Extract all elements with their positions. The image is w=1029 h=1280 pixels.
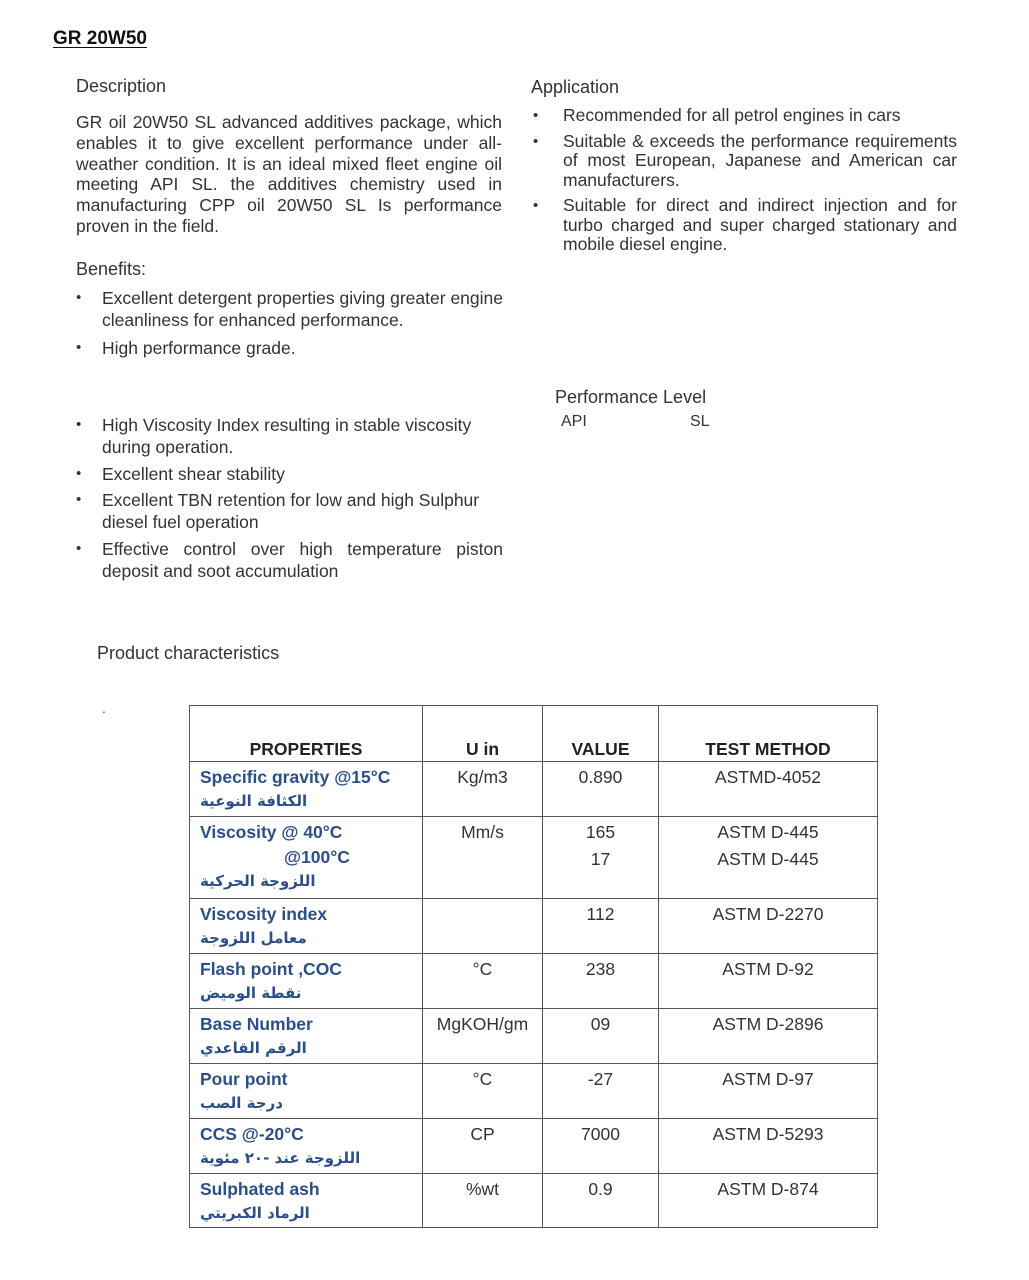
- property-unit: °C: [423, 954, 543, 1009]
- stray-marker: .: [102, 700, 106, 716]
- property-arabic: الرقم القاعدي: [200, 1039, 307, 1057]
- property-value: 165: [585, 822, 616, 842]
- table-row: [190, 762, 878, 817]
- property-method: ASTM D-2270: [659, 899, 878, 954]
- property-unit: MgKOH/gm: [423, 1009, 543, 1064]
- property-arabic: اللزوجة عند -٢٠ مئوية: [200, 1149, 361, 1167]
- property-method: ASTM D-97: [659, 1064, 878, 1119]
- property-name: Viscosity index: [200, 904, 328, 924]
- header-value: VALUE: [543, 706, 659, 762]
- property-arabic: الكثافة النوعية: [200, 792, 308, 810]
- table-row: [190, 817, 878, 899]
- table-row: [190, 1119, 878, 1174]
- benefits-heading: Benefits:: [76, 259, 147, 279]
- property-name: CCS @-20°C: [200, 1124, 304, 1144]
- property-name: Flash point ,COC: [200, 959, 342, 979]
- property-arabic: درجة الصب: [200, 1094, 283, 1112]
- performance-heading: Performance Level: [555, 387, 707, 407]
- performance-standard: API: [561, 413, 587, 430]
- description-text: GR oil 20W50 SL advanced additives package, which enables it to give excellent performance under all-weather condition. It is an ideal mixed fleet engine oil meeting API SL. the additives chemistry used in manufacturing CPP oil 20W50 SL Is performance proven in the field.: [76, 112, 502, 236]
- table-header-row: [190, 706, 878, 762]
- property-value: 238: [543, 954, 659, 1009]
- property-method: ASTM D-445: [717, 822, 819, 842]
- performance-level: SL: [690, 413, 710, 430]
- application-heading: Application: [531, 77, 620, 97]
- header-unit: U in: [423, 706, 543, 762]
- property-method: ASTM D-92: [659, 954, 878, 1009]
- property-name: Base Number: [200, 1014, 313, 1034]
- property-value: 09: [543, 1009, 659, 1064]
- property-value: 0.890: [543, 762, 659, 817]
- properties-table: [189, 705, 878, 1228]
- property-unit: °C: [423, 1064, 543, 1119]
- table-row: [190, 1064, 878, 1119]
- table-row: [190, 1174, 878, 1228]
- table-row: [190, 1009, 878, 1064]
- benefit-item: • High Viscosity Index resulting in stable viscosity during operation.: [76, 414, 503, 458]
- benefit-item: • Excellent TBN retention for low and high Sulphur diesel fuel operation: [76, 489, 503, 533]
- header-properties: PROPERTIES: [190, 706, 423, 762]
- application-item: • Recommended for all petrol engines in cars: [531, 106, 957, 126]
- property-value-secondary: 17: [590, 849, 611, 869]
- property-value: 7000: [543, 1119, 659, 1174]
- property-arabic: معامل اللزوجة: [200, 929, 307, 947]
- property-method: ASTMD-4052: [659, 762, 878, 817]
- property-method: ASTM D-2896: [659, 1009, 878, 1064]
- benefit-item: • High performance grade.: [76, 337, 503, 359]
- property-name-secondary: @100°C: [284, 847, 350, 867]
- application-item: • Suitable & exceeds the performance requirements of most European, Japanese and American car manufacturers.: [531, 132, 957, 191]
- description-heading: Description: [76, 76, 167, 96]
- property-name: Viscosity @ 40°C: [200, 822, 343, 842]
- table-row: [190, 954, 878, 1009]
- property-unit: CP: [423, 1119, 543, 1174]
- property-unit: Kg/m3: [423, 762, 543, 817]
- property-value: -27: [543, 1064, 659, 1119]
- property-name: Sulphated ash: [200, 1179, 320, 1199]
- document-title: GR 20W50: [53, 28, 147, 49]
- application-item: • Suitable for direct and indirect injection and for turbo charged and super charged stationary and mobile diesel engine.: [531, 196, 957, 255]
- benefits-list-a: [76, 287, 503, 359]
- property-method-secondary: ASTM D-445: [717, 849, 819, 869]
- property-method: ASTM D-874: [659, 1174, 878, 1228]
- property-name: Pour point: [200, 1069, 288, 1089]
- property-unit: %wt: [423, 1174, 543, 1228]
- property-method: ASTM D-5293: [659, 1119, 878, 1174]
- property-arabic: اللزوجة الحركية: [200, 872, 316, 890]
- property-value: 112: [543, 899, 659, 954]
- property-name: Specific gravity @15°C: [200, 767, 391, 787]
- property-arabic: نقطة الوميض: [200, 984, 302, 1002]
- property-arabic: الرماد الكبريتي: [200, 1204, 310, 1222]
- benefit-item: • Effective control over high temperature piston deposit and soot accumulation: [76, 538, 503, 582]
- benefits-list-b: [76, 414, 503, 582]
- property-unit: [423, 899, 543, 954]
- benefit-item: • Excellent shear stability: [76, 463, 503, 485]
- application-list: [531, 106, 957, 255]
- property-value: 0.9: [543, 1174, 659, 1228]
- header-test-method: TEST METHOD: [659, 706, 878, 762]
- benefit-item: • Excellent detergent properties giving greater engine cleanliness for enhanced performance.: [76, 287, 503, 331]
- table-row: [190, 899, 878, 954]
- property-unit: Mm/s: [423, 817, 543, 899]
- product-heading: Product characteristics: [97, 643, 280, 663]
